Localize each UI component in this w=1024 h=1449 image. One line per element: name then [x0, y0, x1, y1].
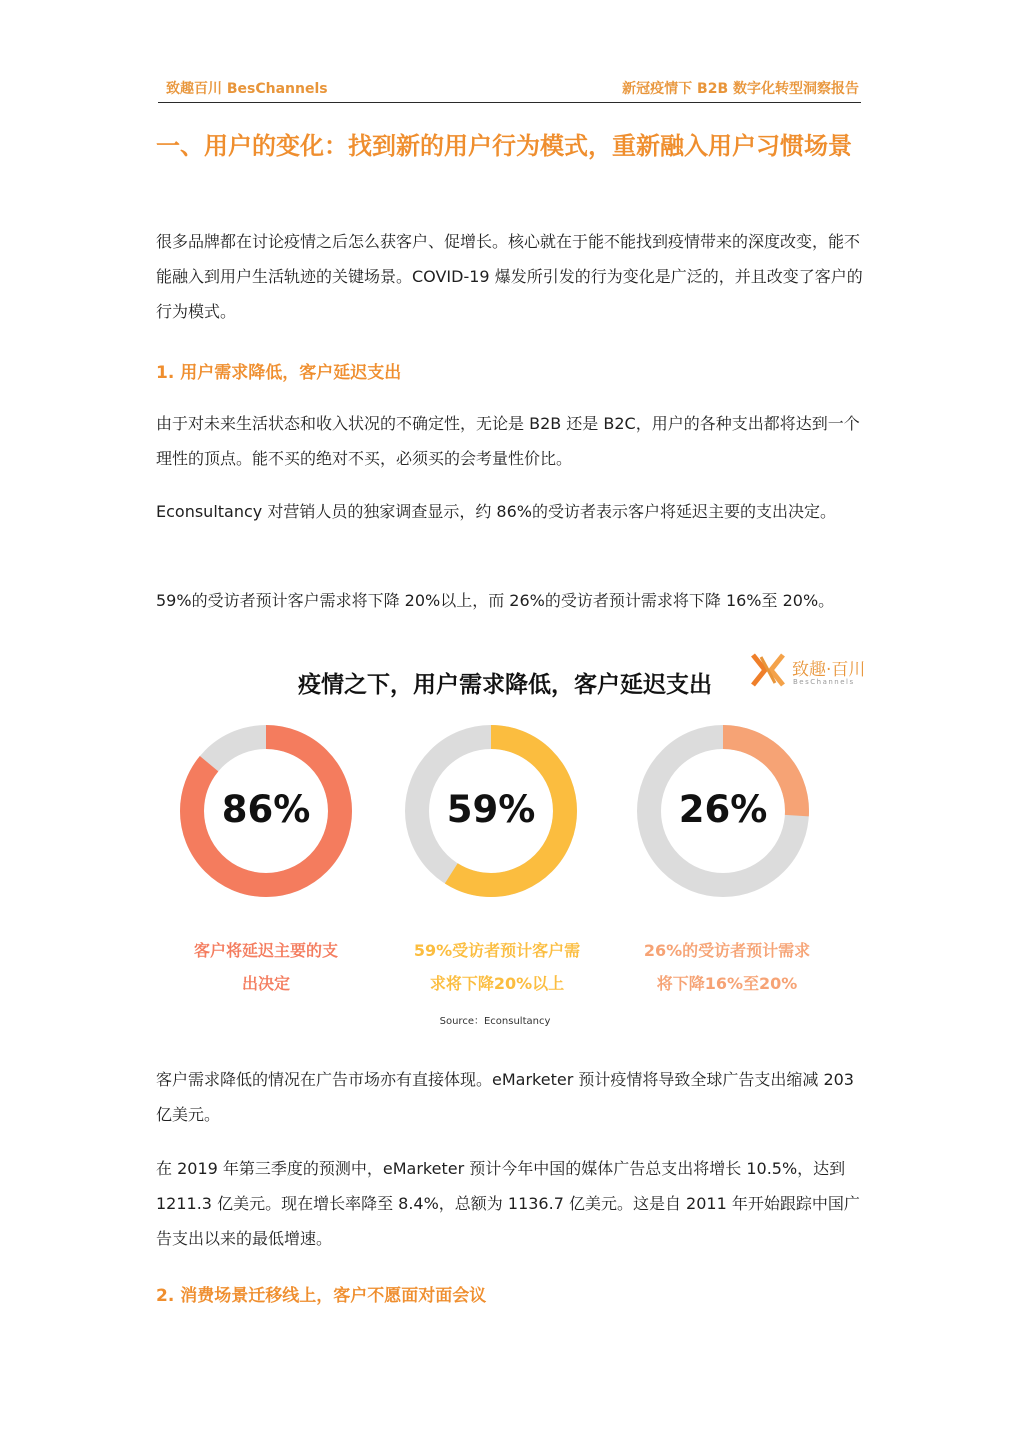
header-brand: 致趣百川 BesChannels: [166, 81, 328, 97]
donut-2-caption: [392, 934, 602, 1000]
donut-2-value: 59%: [446, 788, 536, 831]
subsection-1-paragraph-2: Econsultancy 对营销人员的独家调查显示，约 86%的受访者表示客户将延迟主要的支出决定。: [156, 502, 836, 521]
beschannels-logo: [749, 651, 869, 693]
donut-1-caption-line-1: 客户将延迟主要的支: [193, 941, 338, 960]
donut-3-caption: [622, 934, 832, 1000]
page-header: [158, 72, 861, 103]
donut-3-caption-line-1: 26%的受访者预计需求: [643, 941, 811, 960]
after-chart-paragraph-2: 在 2019 年第三季度的预测中，eMarketer 预计今年中国的媒体广告总支出将增长 10.5%，达到 1211.3 亿美元。现在增长率降至 8.4%，总额为 1136.7 亿美元。这是自 2011 年开始跟踪中国广告支出以来的最低增速。: [156, 1159, 860, 1248]
section-title: 一、用户的变化：找到新的用户行为模式，重新融入用户习惯场景: [156, 132, 852, 160]
donut-1-value: 86%: [221, 788, 311, 831]
donut-2-caption-line-1: 59%受访者预计客户需: [413, 941, 581, 960]
subsection-2-title: 2. 消费场景迁移线上，客户不愿面对面会议: [156, 1286, 487, 1306]
subsection-1-paragraph-1: 由于对未来生活状态和收入状况的不确定性，无论是 B2B 还是 B2C，用户的各种支出都将达到一个理性的顶点。能不买的绝对不买，必须买的会考量性价比。: [156, 414, 860, 468]
chart-title: 疫情之下，用户需求降低，客户延迟支出: [298, 672, 712, 698]
subsection-1-title: 1. 用户需求降低，客户延迟支出: [156, 363, 402, 383]
subsection-1-paragraph-3: 59%的受访者预计客户需求将下降 20%以上，而 26%的受访者预计需求将下降 16%至 20%。: [156, 591, 835, 610]
chart-source: Source：Econsultancy: [439, 1016, 551, 1027]
header-report-title: 新冠疫情下 B2B 数字化转型洞察报告: [622, 81, 859, 97]
donut-1-caption: [161, 934, 371, 1000]
logo-english-name: BesChannels: [793, 678, 855, 686]
donut-3-value: 26%: [678, 788, 768, 831]
donut-3-caption-line-2: 将下降16%至20%: [656, 974, 798, 993]
after-chart-paragraph-1: 客户需求降低的情况在广告市场亦有直接体现。eMarketer 预计疫情将导致全球广告支出缩减 203 亿美元。: [156, 1070, 854, 1124]
logo-mark-icon: [749, 651, 787, 689]
donut-1-caption-line-2: 出决定: [241, 974, 290, 993]
donut-2-caption-line-2: 求将下降20%以上: [429, 974, 565, 993]
intro-paragraph: 很多品牌都在讨论疫情之后怎么获客户、促增长。核心就在于能不能找到疫情带来的深度改变，能不能融入到用户生活轨迹的关键场景。COVID-19 爆发所引发的行为变化是广泛的，并且改变了客户的行为模式。: [156, 232, 863, 321]
logo-chinese-name: 致趣·百川: [792, 660, 866, 680]
